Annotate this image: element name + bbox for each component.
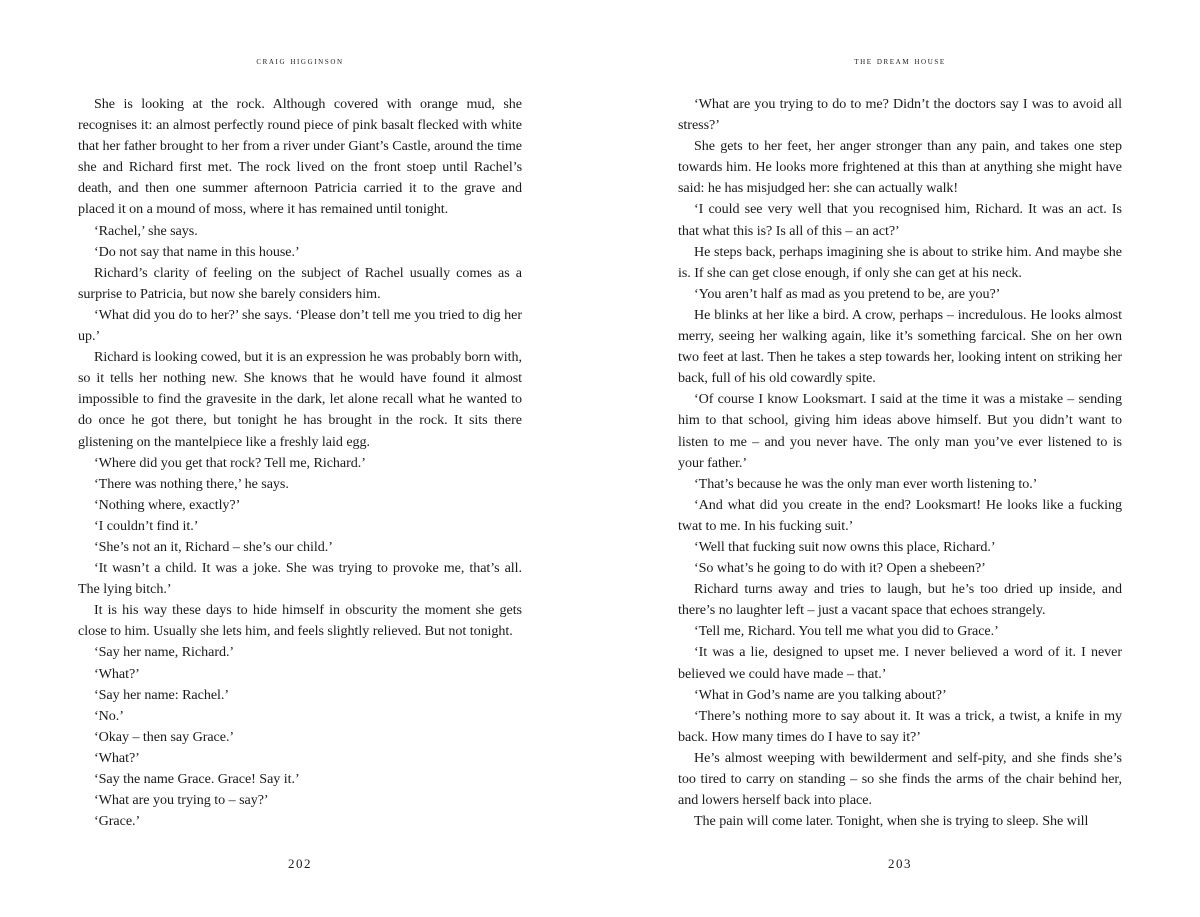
paragraph: ‘Of course I know Looksmart. I said at the time it was a mistake – sending him to that school, giving him ideas above himself. But you didn’t want to listen to me – and you never have. The only man you’ve ever listened to is your father.’ — [678, 391, 1122, 471]
paragraph: ‘No.’ — [94, 707, 124, 724]
paragraph: She gets to her feet, her anger stronger than any pain, and takes one step towards him. He looks more frightened at this than at anything she might have said: he has misjudged her: she can actually walk! — [678, 138, 1122, 197]
paragraph: ‘You aren’t half as mad as you pretend to be, are you?’ — [694, 285, 1001, 302]
paragraph: ‘It was a lie, designed to upset me. I never believed a word of it. I never believed we could have made – that.’ — [678, 644, 1122, 682]
paragraph: She is looking at the rock. Although covered with orange mud, she recognises it: an almost perfectly round piece of pink basalt flecked with white that her father brought to her from a river under Giant’s Castle, around the time she and Richard first met. The rock lived on the front stoep until Rachel’s death, and then one summer afternoon Patricia carried it to the grave and placed it on a mound of moss, where it has remained until tonight. — [78, 96, 522, 218]
page-number: 202 — [288, 856, 312, 871]
paragraph: ‘What in God’s name are you talking about?’ — [694, 686, 947, 703]
running-head-author: craig higginson — [256, 56, 344, 67]
paragraph: ‘Rachel,’ she says. — [94, 222, 198, 239]
page-number: 203 — [888, 856, 912, 871]
paragraph: ‘What are you trying to do to me? Didn’t the doctors say I was to avoid all stress?’ — [678, 96, 1122, 134]
paragraph: ‘So what’s he going to do with it? Open a shebeen?’ — [694, 560, 986, 577]
left-page — [78, 0, 522, 917]
paragraph: ‘What?’ — [94, 665, 140, 682]
paragraph: ‘Say her name, Richard.’ — [94, 644, 235, 661]
paragraph: ‘Say her name: Rachel.’ — [94, 686, 230, 703]
paragraph: ‘What did you do to her?’ she says. ‘Please don’t tell me you tried to dig her up.’ — [78, 306, 522, 345]
paragraph: Richard turns away and tries to laugh, but he’s too dried up inside, and there’s no laughter left – just a vacant space that echoes strangely. — [678, 581, 1122, 619]
paragraph: Richard is looking cowed, but it is an expression he was probably born with, so it tells her nothing new. She knows that he would have found it almost impossible to find the gravesite in the dark, let alone recall what he wanted to do once he got there, but tonight he has brought in the rock. It sits there glistening on the mantelpiece like a freshly laid egg. — [78, 349, 522, 450]
paragraph: ‘Nothing where, exactly?’ — [94, 496, 241, 513]
paragraph: ‘What?’ — [94, 749, 140, 766]
paragraph: ‘There was nothing there,’ he says. — [94, 475, 289, 492]
paragraph: ‘Say the name Grace. Grace! Say it.’ — [94, 771, 300, 787]
paragraph: ‘Tell me, Richard. You tell me what you did to Grace.’ — [694, 623, 999, 640]
paragraph: ‘I couldn’t find it.’ — [94, 517, 199, 534]
paragraph: ‘There’s nothing more to say about it. It was a trick, a twist, a knife in my back. How many times do I have to say it?’ — [678, 707, 1122, 745]
paragraph: ‘Well that fucking suit now owns this place, Richard.’ — [694, 538, 996, 555]
paragraph: ‘That’s because he was the only man ever worth listening to.’ — [694, 475, 1038, 492]
paragraph: ‘It wasn’t a child. It was a joke. She was trying to provoke me, that’s all. The lying bitch.’ — [78, 560, 522, 598]
paragraph: He steps back, perhaps imagining she is about to strike him. And maybe she is. If she can get close enough, if only she can get at his neck. — [678, 243, 1122, 281]
paragraph: ‘And what did you create in the end? Looksmart! He looks like a fucking twat to me. In his fucking suit.’ — [678, 496, 1122, 534]
paragraph: He’s almost weeping with bewilderment and self-pity, and she finds she’s too tired to carry on standing – so she finds the arms of the chair behind her, and lowers herself back into place. — [678, 749, 1122, 809]
running-head-title: the dream house — [854, 56, 946, 67]
left-page-body — [78, 94, 522, 832]
paragraph: ‘She’s not an it, Richard – she’s our child.’ — [94, 538, 333, 555]
paragraph: ‘Okay – then say Grace.’ — [94, 728, 235, 745]
paragraph: ‘Where did you get that rock? Tell me, Richard.’ — [94, 454, 366, 471]
paragraph: The pain will come later. Tonight, when she is trying to sleep. She will — [694, 813, 1089, 830]
paragraph: It is his way these days to hide himself in obscurity the moment she gets close to him. Usually she lets him, and feels slightly relieved. But not tonight. — [78, 602, 522, 640]
paragraph: ‘Do not say that name in this house.’ — [94, 243, 300, 260]
paragraph: He blinks at her like a bird. A crow, perhaps – incredulous. He looks almost merry, seeing her walking again, like it’s something farcical. She on her own two feet at last. Then he takes a step towards her, looking intent on striking her back, full of his old cowardly spite. — [678, 306, 1122, 387]
right-page — [678, 0, 1122, 917]
paragraph: ‘What are you trying to – say?’ — [94, 792, 269, 809]
right-page-body — [678, 94, 1122, 832]
paragraph: Richard’s clarity of feeling on the subject of Rachel usually comes as a surprise to Patricia, but now she barely considers him. — [78, 264, 522, 302]
paragraph: ‘Grace.’ — [94, 813, 141, 830]
paragraph: ‘I could see very well that you recognised him, Richard. It was an act. Is that what this is? Is all of this – an act?’ — [678, 201, 1122, 239]
